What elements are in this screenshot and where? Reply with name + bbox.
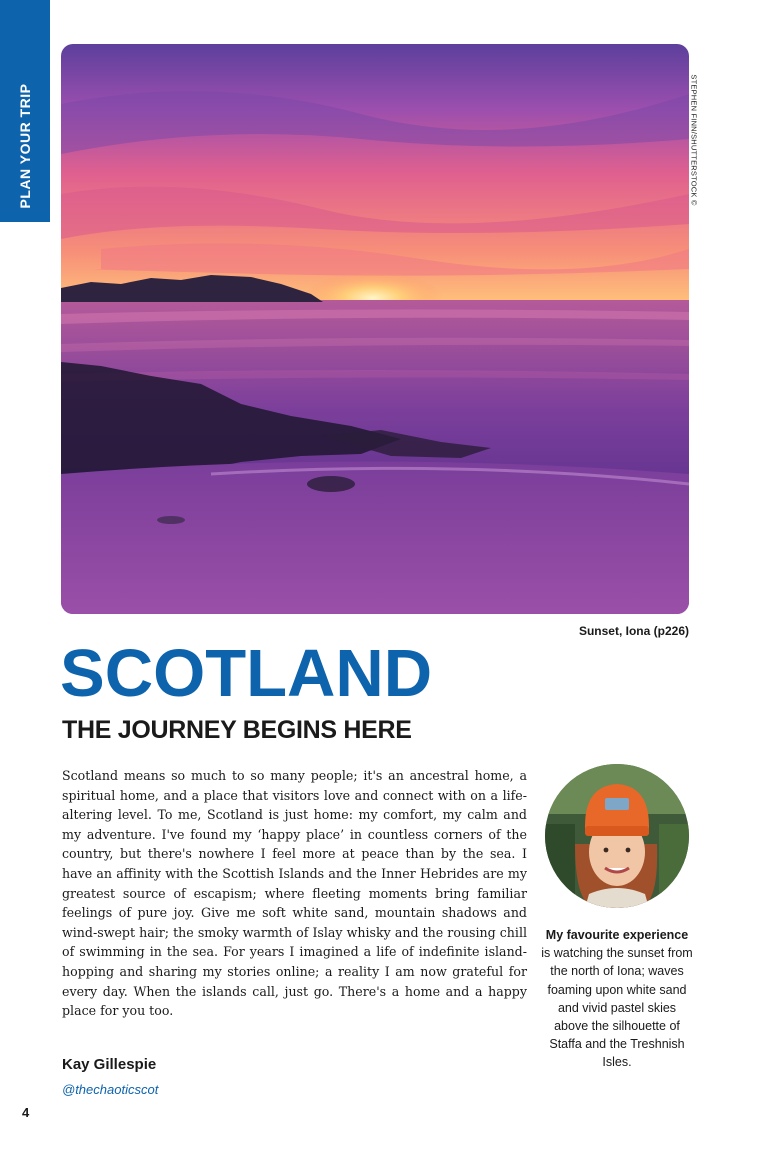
page-subtitle: THE JOURNEY BEGINS HERE — [62, 716, 412, 744]
author-avatar — [545, 764, 689, 908]
author-name: Kay Gillespie — [62, 1056, 157, 1073]
hero-photo — [61, 44, 689, 614]
body-paragraph: Scotland means so much to so many people; it's an ancestral home, a spiritual home, and a place that visitors love and connect with on a life-altering level. To me, Scotland is just home: my comfort, my calm and my adventure. I've found my ‘happy place’ in countless corners of the country, but there's nowhere I feel more at peace than by the sea. I have an affinity with the Scottish Islands and the Inner Hebrides are my greatest source of escapism; where fleeting moments bring familiar feelings of pure joy. Give me soft white sand, mountain shadows and wind-swept hair; the smoky warmth of Islay whisky and the rousing chill of swimming in the sea. For years I imagined a life of indefinite island-hopping and sharing my stories online; a reality I am now grateful for every day. When the islands call, just go. There's a home and a happy place for you too. — [62, 768, 527, 1019]
favourite-experience-text: is watching the sunset from the north of Iona; waves foaming upon white sand and vivid pastel skies above the silhouette of Staffa and the Treshnish Isles. — [541, 946, 693, 1070]
section-tab — [0, 0, 50, 222]
page-number: 4 — [22, 1105, 30, 1120]
author-handle[interactable]: @thechaoticscot — [62, 1082, 159, 1097]
page-title: SCOTLAND — [60, 636, 433, 711]
favourite-experience — [541, 926, 693, 1072]
section-tab-label: PLAN YOUR TRIP — [17, 83, 33, 209]
photo-credit: STEPHEN FINN/SHUTTERSTOCK © — [689, 74, 699, 206]
favourite-experience-heading: My favourite experience — [545, 928, 689, 942]
photo-caption: Sunset, Iona (p226) — [578, 624, 689, 638]
